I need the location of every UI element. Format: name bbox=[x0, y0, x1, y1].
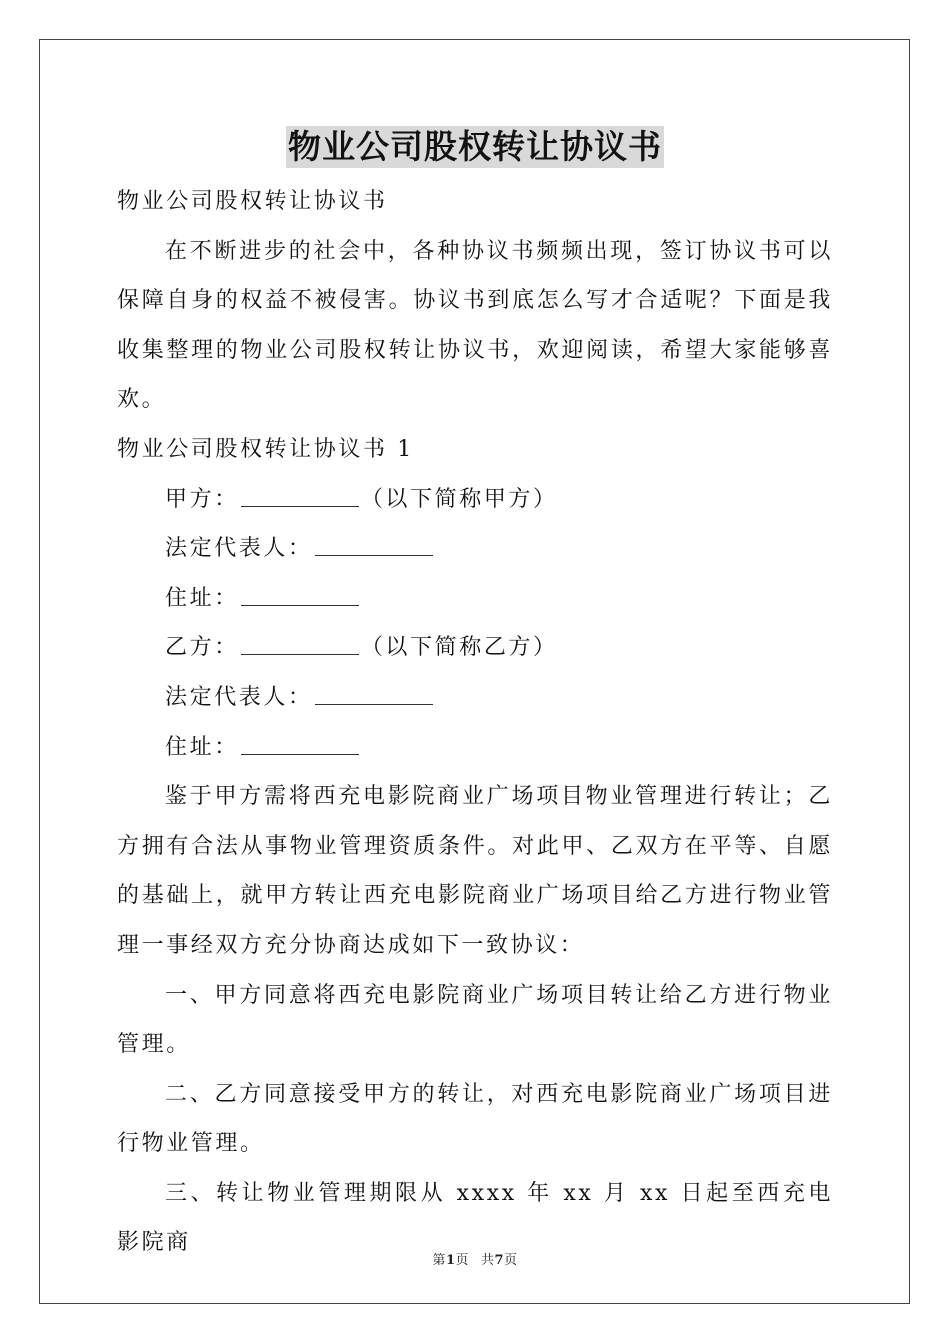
party-b-addr-line bbox=[117, 723, 833, 773]
party-b-rep-label: 法定代表人： bbox=[165, 684, 313, 710]
party-b-addr-label: 住址： bbox=[165, 734, 239, 760]
clause-1: 一、甲方同意将西充电影院商业广场项目转让给乙方进行物业管理。 bbox=[117, 982, 833, 1058]
footer-total-prefix: 共 bbox=[481, 1253, 495, 1268]
party-a-line bbox=[117, 475, 833, 525]
party-a-rep-line bbox=[117, 524, 833, 574]
party-a-suffix: （以下简称甲方） bbox=[360, 486, 558, 512]
whereas-paragraph: 鉴于甲方需将西充电影院商业广场项目物业管理进行转让；乙方拥有合法从事物业管理资质条件。对此甲、乙双方在平等、自愿的基础上，就甲方转让西充电影院商业广场项目给乙方进行物业管理一事经双方充分协商达成如下一致协议： bbox=[117, 784, 833, 958]
footer-page-current: 1 bbox=[445, 1253, 456, 1268]
title-area bbox=[0, 126, 950, 168]
party-b-line bbox=[117, 623, 833, 673]
footer-page-prefix: 第 bbox=[432, 1253, 446, 1268]
party-a-addr-line bbox=[117, 574, 833, 624]
party-b-rep-blank bbox=[315, 703, 433, 705]
footer-page-unit: 页 bbox=[455, 1253, 469, 1268]
party-b-addr-blank bbox=[241, 753, 359, 755]
page-footer bbox=[0, 1249, 950, 1268]
document-body bbox=[117, 177, 833, 1268]
party-a-addr-blank bbox=[241, 604, 359, 606]
party-a-label: 甲方： bbox=[165, 486, 239, 512]
party-b-rep-line bbox=[117, 673, 833, 723]
clause-2: 二、乙方同意接受甲方的转让，对西充电影院商业广场项目进行物业管理。 bbox=[117, 1081, 833, 1157]
footer-page-total: 7 bbox=[494, 1253, 505, 1268]
document-title: 物业公司股权转让协议书 bbox=[288, 127, 662, 166]
party-b-suffix: （以下简称乙方） bbox=[360, 635, 558, 661]
party-a-rep-label: 法定代表人： bbox=[165, 536, 313, 562]
footer-total-unit: 页 bbox=[504, 1253, 518, 1268]
document-subtitle: 物业公司股权转让协议书 bbox=[117, 189, 388, 214]
party-a-addr-label: 住址： bbox=[165, 585, 239, 611]
section-heading: 物业公司股权转让协议书 1 bbox=[117, 436, 414, 462]
intro-paragraph: 在不断进步的社会中，各种协议书频频出现，签订协议书可以保障自身的权益不被侵害。协议书到底怎么写才合适呢？下面是我收集整理的物业公司股权转让协议书，欢迎阅读，希望大家能够喜欢。 bbox=[117, 238, 833, 413]
party-b-blank bbox=[241, 653, 359, 655]
party-a-rep-blank bbox=[315, 554, 433, 556]
party-b-label: 乙方： bbox=[165, 635, 239, 661]
clause-3: 三、转让物业管理期限从 xxxx 年 xx 月 xx 日起至西充电影院商 bbox=[117, 1180, 833, 1256]
party-a-blank bbox=[241, 505, 359, 507]
